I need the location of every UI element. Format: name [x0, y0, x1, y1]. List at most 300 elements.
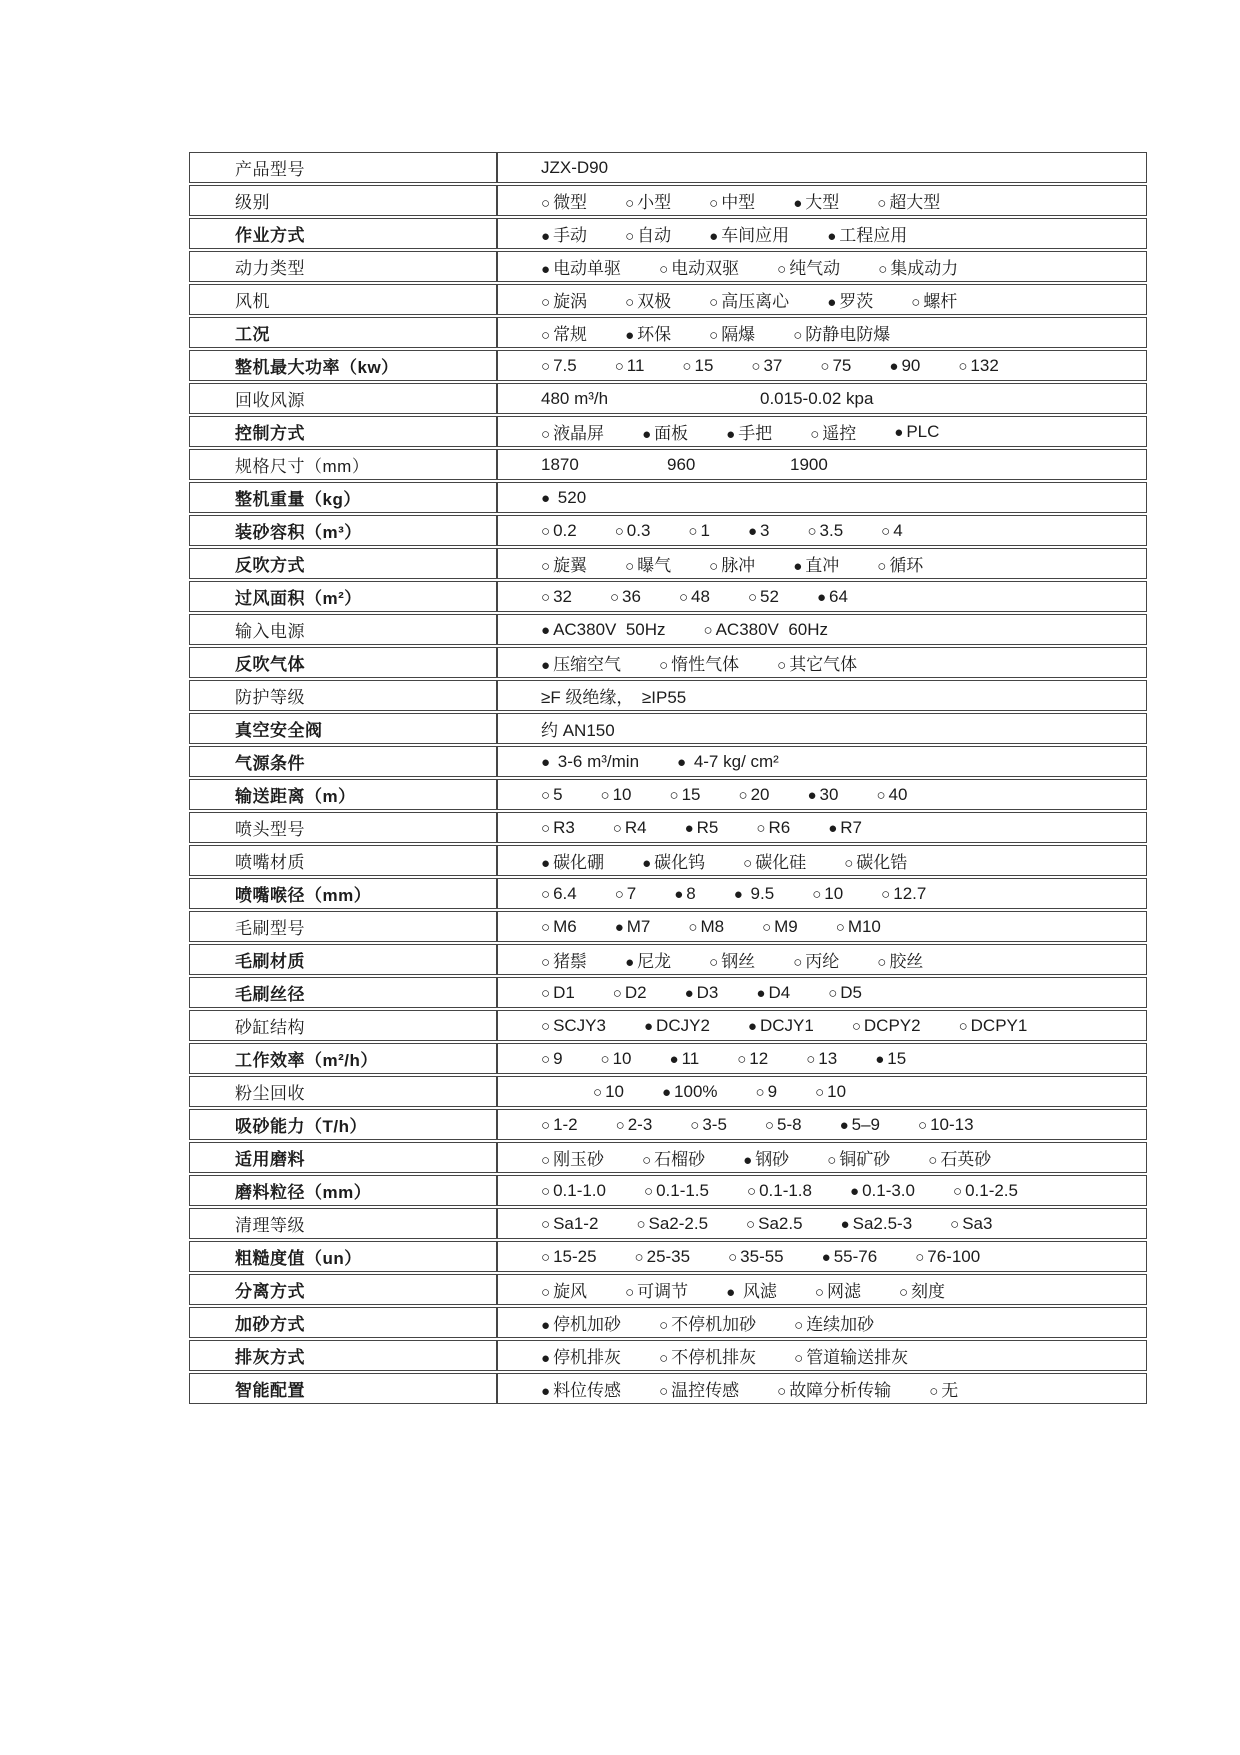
radio-off-icon: ○ — [877, 954, 887, 971]
row-label: 动力类型 — [235, 259, 305, 278]
option-label: 15-25 — [553, 1246, 597, 1266]
row-label-cell — [189, 1109, 497, 1140]
spec-option — [806, 1049, 837, 1069]
value-text: 480 m³/h — [541, 388, 609, 408]
option-label: D1 — [553, 982, 575, 1002]
option-label: 10 — [612, 784, 632, 804]
option-label: 大型 — [805, 193, 840, 212]
option-label: 0.1-2.5 — [965, 1180, 1018, 1200]
radio-off-icon: ○ — [898, 1284, 909, 1301]
radio-on-icon: ● — [827, 294, 837, 311]
radio-off-icon: ○ — [806, 1050, 816, 1068]
spec-option — [794, 1343, 908, 1368]
spec-option — [739, 785, 770, 805]
option-label: M6 — [553, 916, 577, 936]
radio-off-icon: ○ — [541, 327, 551, 344]
spec-option — [541, 1115, 578, 1135]
value-text: 1870 — [541, 454, 579, 474]
option-label: 钢砂 — [755, 1150, 790, 1169]
radio-on-icon: ● — [756, 984, 766, 1002]
row-values — [541, 917, 1146, 937]
radio-off-icon: ○ — [541, 954, 551, 971]
row-label-cell — [189, 647, 497, 678]
radio-off-icon: ○ — [844, 855, 854, 872]
row-label: 粉尘回收 — [235, 1084, 305, 1103]
option-label: 碳化硅 — [755, 853, 807, 872]
row-label-cell — [189, 515, 497, 546]
option-label: 32 — [553, 586, 572, 606]
table-row — [189, 1373, 1147, 1404]
table-row — [189, 647, 1147, 678]
table-row — [189, 1274, 1147, 1305]
row-value-cell — [497, 416, 1147, 447]
row-value-cell — [497, 515, 1147, 546]
value-text: 960 — [667, 454, 696, 474]
spec-option — [541, 488, 586, 508]
option-label: 10 — [605, 1081, 624, 1101]
table-row — [189, 152, 1147, 183]
spec-option — [918, 1115, 974, 1135]
option-label: M8 — [700, 916, 725, 936]
option-label: 15 — [887, 1048, 907, 1068]
value-text: ≥F 级绝缘， ≥IP55 — [541, 688, 687, 707]
spec-option — [677, 752, 779, 772]
row-label-cell — [189, 614, 497, 645]
radio-on-icon: ● — [541, 261, 551, 278]
spec-option — [822, 1247, 878, 1267]
option-label: 连续加砂 — [806, 1315, 875, 1334]
radio-off-icon: ○ — [541, 1050, 551, 1068]
radio-off-icon: ○ — [810, 426, 820, 443]
row-label: 工况 — [235, 325, 270, 344]
radio-on-icon: ● — [541, 1383, 551, 1400]
radio-on-icon: ● — [541, 228, 551, 245]
row-label: 过风面积（m²） — [235, 589, 362, 608]
spec-option — [685, 983, 719, 1003]
radio-off-icon: ○ — [690, 1116, 700, 1134]
option-label: 可调节 — [637, 1282, 689, 1301]
radio-off-icon: ○ — [541, 984, 551, 1002]
spec-option — [659, 1376, 739, 1401]
row-value-cell — [497, 713, 1147, 744]
spec-option — [929, 1376, 958, 1401]
radio-on-icon: ● — [674, 885, 684, 903]
row-label: 毛刷丝径 — [235, 985, 305, 1004]
radio-off-icon: ○ — [915, 1248, 925, 1266]
table-row — [189, 1142, 1147, 1173]
option-label: 石榴砂 — [654, 1150, 706, 1169]
table-row — [189, 515, 1147, 546]
radio-on-icon: ● — [793, 558, 803, 575]
row-values — [541, 254, 1146, 279]
row-label-cell — [189, 152, 497, 183]
option-label: 手动 — [553, 226, 588, 245]
table-row — [189, 779, 1147, 810]
option-label: 1-2 — [553, 1114, 578, 1134]
option-label: 5 — [553, 784, 563, 804]
radio-off-icon: ○ — [709, 294, 719, 311]
spec-option — [541, 1181, 606, 1201]
spec-option — [807, 785, 838, 805]
row-label-cell — [189, 185, 497, 216]
option-label: D3 — [696, 982, 719, 1002]
row-label-cell — [189, 449, 497, 480]
spec-option — [644, 1181, 709, 1201]
spec-option — [670, 785, 701, 805]
radio-on-icon: ● — [726, 426, 736, 443]
row-values — [541, 716, 1146, 741]
radio-on-icon: ● — [816, 588, 826, 606]
option-label: M9 — [774, 916, 798, 936]
row-label: 砂缸结构 — [235, 1018, 305, 1037]
spec-option — [541, 947, 587, 972]
option-label: 0.2 — [553, 520, 577, 540]
row-value-cell — [497, 482, 1147, 513]
option-label: 0.1-1.5 — [656, 1180, 709, 1200]
spec-option — [682, 356, 713, 376]
option-label: 15 — [694, 355, 714, 375]
row-values — [541, 158, 1146, 178]
spec-option — [674, 884, 696, 904]
row-value-cell — [497, 449, 1147, 480]
value-text: JZX-D90 — [541, 157, 609, 177]
row-value-cell — [497, 251, 1147, 282]
option-label: 自动 — [637, 226, 672, 245]
radio-off-icon: ○ — [911, 294, 921, 311]
spec-option — [756, 983, 790, 1003]
spec-option — [793, 551, 839, 576]
spec-option — [541, 521, 577, 541]
option-label: 10 — [827, 1081, 847, 1101]
spec-option — [756, 1082, 778, 1102]
spec-option — [642, 1145, 705, 1170]
value-text: 1900 — [790, 454, 828, 474]
row-values — [541, 1049, 1146, 1069]
row-values — [541, 419, 1146, 444]
option-label: AC380V 50Hz — [553, 619, 666, 639]
radio-off-icon: ○ — [636, 1215, 646, 1233]
row-values — [541, 455, 1146, 475]
row-value-cell — [497, 218, 1147, 249]
option-label: 手把 — [738, 424, 773, 443]
option-label: AC380V 60Hz — [715, 619, 829, 639]
option-label: 3 — [760, 520, 770, 540]
row-label: 喷头型号 — [235, 820, 305, 839]
option-label: 不停机加砂 — [671, 1315, 757, 1334]
spec-option — [625, 221, 671, 246]
row-label-cell — [189, 878, 497, 909]
option-label: 25-35 — [646, 1246, 691, 1266]
radio-off-icon: ○ — [793, 327, 803, 344]
spec-option — [899, 1277, 945, 1302]
spec-option — [679, 587, 710, 607]
spec-option — [615, 356, 645, 376]
radio-off-icon: ○ — [918, 1116, 928, 1134]
spec-option — [541, 1145, 604, 1170]
table-row — [189, 581, 1147, 612]
spec-option — [659, 650, 739, 675]
radio-off-icon: ○ — [541, 1017, 551, 1035]
row-value-cell — [497, 581, 1147, 612]
spec-option — [747, 1181, 812, 1201]
spec-option — [915, 1247, 980, 1267]
row-label-cell — [189, 1373, 497, 1404]
radio-off-icon: ○ — [950, 1215, 960, 1233]
option-label: 132 — [970, 355, 999, 375]
spec-option — [793, 188, 839, 213]
radio-off-icon: ○ — [625, 1284, 635, 1301]
radio-off-icon: ○ — [793, 954, 803, 971]
option-label: 100% — [674, 1081, 718, 1101]
row-value-cell — [497, 746, 1147, 777]
spec-option — [777, 254, 840, 279]
spec-option — [827, 287, 873, 312]
spec-option — [541, 419, 604, 444]
option-label: 电动双驱 — [671, 259, 740, 278]
radio-off-icon: ○ — [876, 786, 886, 804]
radio-off-icon: ○ — [659, 1317, 669, 1334]
radio-off-icon: ○ — [709, 195, 719, 212]
option-label: 11 — [626, 355, 645, 375]
spec-option — [644, 1016, 710, 1036]
spec-option — [541, 551, 587, 576]
spec-option — [541, 254, 621, 279]
row-label: 粗糙度值（un） — [235, 1249, 362, 1268]
option-label: 电动单驱 — [553, 259, 622, 278]
option-label: 5–9 — [851, 1114, 880, 1134]
table-row — [189, 350, 1147, 381]
option-label: 无 — [941, 1381, 959, 1400]
option-label: 刻度 — [911, 1282, 946, 1301]
radio-off-icon: ○ — [958, 357, 968, 375]
spec-option — [541, 356, 577, 376]
radio-on-icon: ● — [541, 657, 551, 674]
option-label: 其它气体 — [789, 655, 858, 674]
radio-on-icon: ● — [643, 1017, 654, 1035]
spec-option — [709, 188, 755, 213]
spec-option — [828, 983, 862, 1003]
radio-off-icon: ○ — [746, 1215, 756, 1233]
row-label-cell — [189, 482, 497, 513]
row-values — [541, 983, 1146, 1003]
spec-option — [748, 521, 770, 541]
row-value-cell — [497, 911, 1147, 942]
row-value-cell — [497, 779, 1147, 810]
spec-option — [876, 785, 907, 805]
row-value-cell — [497, 878, 1147, 909]
radio-off-icon: ○ — [747, 588, 758, 606]
row-label: 反吹方式 — [235, 556, 305, 575]
spec-option — [642, 848, 705, 873]
row-value-cell — [497, 284, 1147, 315]
option-label: 10 — [824, 883, 844, 903]
radio-off-icon: ○ — [755, 1083, 765, 1101]
radio-off-icon: ○ — [541, 588, 551, 606]
table-row — [189, 284, 1147, 315]
row-label: 吸砂能力（T/h） — [235, 1117, 367, 1136]
spec-option — [836, 917, 881, 937]
row-value-cell — [497, 1241, 1147, 1272]
radio-off-icon: ○ — [625, 228, 635, 245]
option-label: 管道输送排灰 — [806, 1348, 909, 1367]
option-label: DCJY1 — [759, 1015, 814, 1035]
radio-off-icon: ○ — [953, 1182, 963, 1200]
row-label: 分离方式 — [235, 1282, 305, 1301]
spec-option — [541, 1343, 621, 1368]
spec-option — [615, 917, 651, 937]
spec-option — [840, 1115, 880, 1135]
row-label: 真空安全阀 — [235, 721, 323, 740]
spec-option — [762, 917, 798, 937]
row-label: 作业方式 — [235, 226, 305, 245]
spec-option — [704, 620, 829, 640]
option-label: Sa2.5 — [758, 1213, 803, 1233]
spec-option — [751, 356, 782, 376]
option-label: 0.1-1.0 — [553, 1180, 606, 1200]
spec-option — [625, 188, 671, 213]
option-label: 车间应用 — [721, 226, 790, 245]
spec-option — [541, 1016, 606, 1036]
row-label-cell — [189, 944, 497, 975]
option-label: 12.7 — [893, 883, 927, 903]
table-row — [189, 713, 1147, 744]
spec-option — [635, 1247, 691, 1267]
spec-option — [625, 947, 671, 972]
radio-on-icon: ● — [709, 228, 719, 245]
radio-off-icon: ○ — [541, 885, 551, 903]
radio-off-icon: ○ — [738, 786, 748, 804]
spec-option — [807, 521, 843, 541]
spec-option — [541, 848, 604, 873]
option-label: Sa2-2.5 — [648, 1213, 709, 1233]
row-value-cell — [497, 1373, 1147, 1404]
radio-off-icon: ○ — [764, 1116, 774, 1134]
table-row — [189, 1109, 1147, 1140]
radio-on-icon: ● — [541, 1350, 551, 1367]
table-row — [189, 416, 1147, 447]
option-label: 脉冲 — [721, 556, 756, 575]
row-label: 输入电源 — [235, 622, 305, 641]
row-values — [541, 1016, 1146, 1036]
spec-option — [685, 818, 719, 838]
option-label: 集成动力 — [890, 259, 959, 278]
radio-off-icon: ○ — [669, 786, 679, 804]
radio-off-icon: ○ — [541, 786, 551, 804]
spec-option — [541, 752, 639, 772]
spec-option — [625, 320, 671, 345]
radio-off-icon: ○ — [682, 357, 692, 375]
radio-on-icon: ● — [541, 621, 551, 639]
spec-option — [709, 551, 755, 576]
table-row — [189, 251, 1147, 282]
row-label: 产品型号 — [235, 160, 305, 179]
radio-on-icon: ● — [839, 1116, 849, 1134]
radio-on-icon: ● — [894, 423, 904, 441]
row-values — [541, 752, 1146, 772]
option-label: 9 — [767, 1081, 778, 1101]
spec-option — [541, 785, 563, 805]
option-label: 1 — [700, 520, 710, 540]
radio-off-icon: ○ — [877, 558, 887, 575]
option-label: R6 — [768, 817, 791, 837]
option-label: DCPY2 — [863, 1015, 921, 1035]
row-label: 控制方式 — [235, 424, 305, 443]
option-label: M10 — [847, 916, 881, 936]
radio-off-icon: ○ — [777, 657, 787, 674]
row-label: 智能配置 — [235, 1381, 305, 1400]
spec-option — [877, 947, 923, 972]
row-values — [541, 620, 1146, 640]
radio-off-icon: ○ — [835, 918, 845, 936]
row-label-cell — [189, 1175, 497, 1206]
radio-off-icon: ○ — [625, 558, 635, 575]
option-label: 遥控 — [822, 424, 857, 443]
spec-option — [541, 221, 587, 246]
radio-off-icon: ○ — [541, 522, 551, 540]
row-value-cell — [497, 1274, 1147, 1305]
option-label: DCJY2 — [656, 1015, 710, 1035]
spec-option — [541, 188, 587, 213]
radio-off-icon: ○ — [659, 261, 669, 278]
spec-option — [625, 551, 671, 576]
option-label: 碳化硼 — [553, 853, 605, 872]
spec-option — [878, 254, 958, 279]
row-values — [541, 587, 1146, 607]
radio-off-icon: ○ — [777, 261, 787, 278]
spec-option — [953, 1181, 1018, 1201]
radio-on-icon: ● — [743, 1152, 753, 1169]
option-label: 11 — [681, 1048, 700, 1068]
radio-on-icon: ● — [726, 1284, 736, 1301]
radio-off-icon: ○ — [541, 1152, 551, 1169]
table-row — [189, 482, 1147, 513]
spec-option — [625, 1277, 688, 1302]
option-label: D4 — [768, 982, 791, 1002]
option-label: R4 — [624, 817, 647, 837]
table-row — [189, 548, 1147, 579]
table-row — [189, 317, 1147, 348]
row-label-cell — [189, 713, 497, 744]
radio-off-icon: ○ — [928, 1152, 938, 1169]
spec-option — [894, 422, 939, 442]
radio-off-icon: ○ — [615, 1116, 625, 1134]
option-label: 4-7 kg/ cm² — [689, 751, 779, 771]
option-label: 9 — [553, 1048, 563, 1068]
row-label: 级别 — [235, 193, 270, 212]
row-label: 加砂方式 — [235, 1315, 305, 1334]
spec-option — [877, 188, 940, 213]
row-values — [541, 1145, 1146, 1170]
row-value-cell — [497, 977, 1147, 1008]
option-label: 48 — [691, 586, 710, 606]
option-label: 37 — [763, 355, 783, 375]
spec-option — [709, 947, 755, 972]
option-label: 30 — [819, 784, 839, 804]
spec-option — [593, 1082, 624, 1102]
spec-option — [662, 1082, 718, 1102]
spec-option — [728, 1247, 784, 1267]
option-label: 高压离心 — [721, 292, 790, 311]
option-label: 双极 — [637, 292, 672, 311]
option-label: 5-8 — [776, 1114, 802, 1134]
table-row — [189, 1010, 1147, 1041]
radio-off-icon: ○ — [709, 558, 719, 575]
spec-option — [743, 1145, 789, 1170]
spec-option — [541, 917, 577, 937]
row-values — [541, 389, 1146, 409]
radio-on-icon: ● — [747, 522, 757, 540]
value-text: 0.015-0.02 kpa — [760, 388, 874, 408]
